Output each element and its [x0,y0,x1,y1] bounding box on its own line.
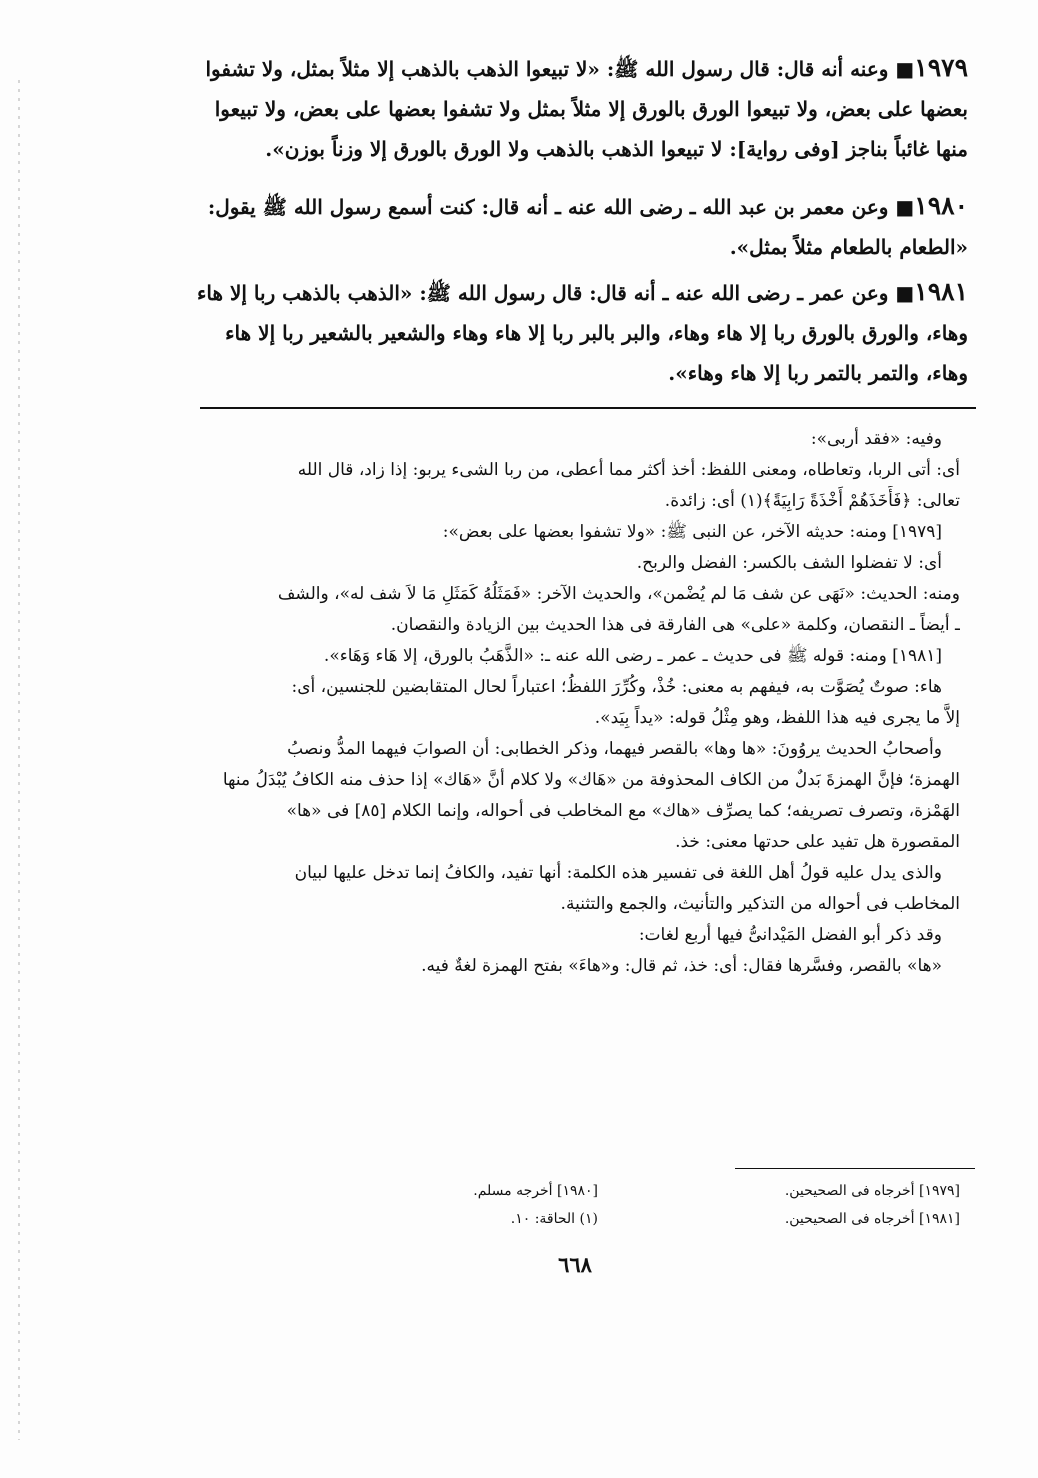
commentary-line: وفيه: «فقد أربى»: [810,429,942,449]
commentary-line: والذى يدل عليه قولُ أهل اللغة فى تفسير هذه الكلمة: أنها تفيد، والكافُ إنما تدخل عليها لبيان [294,863,942,883]
commentary-body [190,424,960,982]
footnote-1979: [١٩٧٩] أخرجاه فى الصحيحين. [784,1183,960,1199]
footnote-divider [735,1168,975,1169]
commentary-line: [١٩٧٩] ومنه: حديثه الآخر، عن النبى ﷺ: «ولا تشفوا بعضها على بعض»: [442,522,942,542]
hadith-line [188,186,968,227]
hadith-line: بعضها على بعض، ولا تبيعوا الورق بالورق إلا مثلاً بمثل ولا تشفوا بعضها على بعض، ولا تبيعوا [214,97,968,121]
hadith-text: ■ وعن عمر ـ رضى الله عنه ـ أنه قال: قال رسول الله ﷺ: «الذهب بالذهب ربا إلا هاء [196,281,915,305]
hadith-line [188,48,968,89]
commentary-line: إلاَّ ما يجرى فيه هذا اللفظ، وهو مِثْلُ قوله: «يداً بِيَد». [594,708,960,728]
commentary-line: المقصورة هل تفيد على حدتها معنى: خذ. [675,832,960,852]
hadith-line: منها غائباً بناجز [وفى رواية]: لا تبيعوا الذهب بالذهب ولا الورق بالورق إلا وزناً بوزن». [265,137,968,161]
hadith-number: ١٩٨١ [914,277,968,306]
page-number: ٦٦٨ [558,1252,592,1277]
commentary-line: الهمزة؛ فإنَّ الهمزةَ بَدلٌ من الكاف المحذوفة من «هَاك» ولا كلام أنَّ «هَاك» إذا حذف منه الكافُ يُبْدَلُ منها [222,770,960,790]
section-divider [200,407,976,409]
commentary-line: «ها» بالقصر، وفسَّرها فقال: أى: خذ، ثم قال: و«هاءَ» بفتح الهمزة لغةٌ فيه. [421,956,942,976]
commentary-line: هاء: صوتٌ يُصَوَّت به، فيفهم به معنى: خُذْ، وكُرِّرَ اللفظُ؛ اعتباراً لحال المتقابضين للجنسين، أى: [291,677,942,697]
scan-edge-artifact [18,80,20,1440]
hadith-1981 [188,272,968,393]
commentary-line: المخاطب فى أحواله من التذكير والتأنيث، والجمع والتثنية. [560,894,960,914]
commentary-line: أى: لا تفضلوا الشف بالكسر: الفضل والربح. [636,553,942,573]
hadith-text: ■ وعن معمر بن عبد الله ـ رضى الله عنه ـ أنه قال: كنت أسمع رسول الله ﷺ يقول: [207,195,915,219]
commentary-line: ـ أيضاً ـ النقصان، وكلمة «على» هى الفارقة فى هذا الحديث بين الزيادة والنقصان. [390,615,960,635]
commentary-line: تعالى: ﴿فَأَخَذَهُمْ أَخْذَةً رَابِيَةً﴾(١) أى: زائدة. [664,491,960,511]
hadith-line [188,272,968,313]
commentary-line: وقد ذكر أبو الفضل المَيْدانىُّ فيها أربع لغات: [638,925,942,945]
commentary-line: الهَمْزة، وتصرف تصريفه؛ كما يصرِّف «هاك» مع المخاطب فى أحواله، وإنما الكلام [٨٥] فى «ها» [286,801,960,821]
commentary-line: ومنه: الحديث: «نَهَى عن شف مَا لم يُضْمن»، والحديث الآخر: «فَمَثَلُهُ كَمَثَلِ مَا لاَ شف له»، والشف [277,584,960,604]
commentary-line: [١٩٨١] ومنه: قوله ﷺ فى حديث ـ عمر ـ رضى الله عنه ـ: «الذَّهَبُ بالورق، إلا هَاء وَهَاء». [323,646,942,666]
footnote-quran-ref: (١) الحاقة: ١٠. [510,1211,598,1227]
hadith-1979 [188,48,968,169]
hadith-line: «الطعام بالطعام مثلاً بمثل». [729,235,968,259]
hadith-line: وهاء، والتمر بالتمر ربا إلا هاء وهاء». [668,361,968,385]
footnote-1981: [١٩٨١] أخرجاه فى الصحيحين. [784,1211,960,1227]
hadith-text: ■ وعنه أنه قال: قال رسول الله ﷺ: «لا تبيعوا الذهب بالذهب إلا مثلاً بمثل، ولا تشفوا [205,57,915,81]
commentary-line: وأصحابُ الحديث يروُونَ: «ها وها» بالقصر فيهما، وذكر الخطابى: أن الصوابَ فيهما المدُّ ونصبُ [287,739,942,759]
commentary-line: أى: أتى الربا، وتعاطاه، ومعنى اللفظ: أخذ أكثر مما أعطى، من ربا الشىء يربو: إذا زاد، قال الله [297,460,960,480]
hadith-number: ١٩٧٩ [914,53,968,82]
hadith-number: ١٩٨٠ [914,191,968,220]
hadith-line: وهاء، والورق بالورق ربا إلا هاء وهاء، والبر بالبر ربا إلا هاء وهاء والشعير بالشعير ربا إلا هاء [225,321,968,345]
hadith-1980 [188,186,968,267]
footnote-1980: [١٩٨٠] أخرجه مسلم. [473,1183,598,1199]
